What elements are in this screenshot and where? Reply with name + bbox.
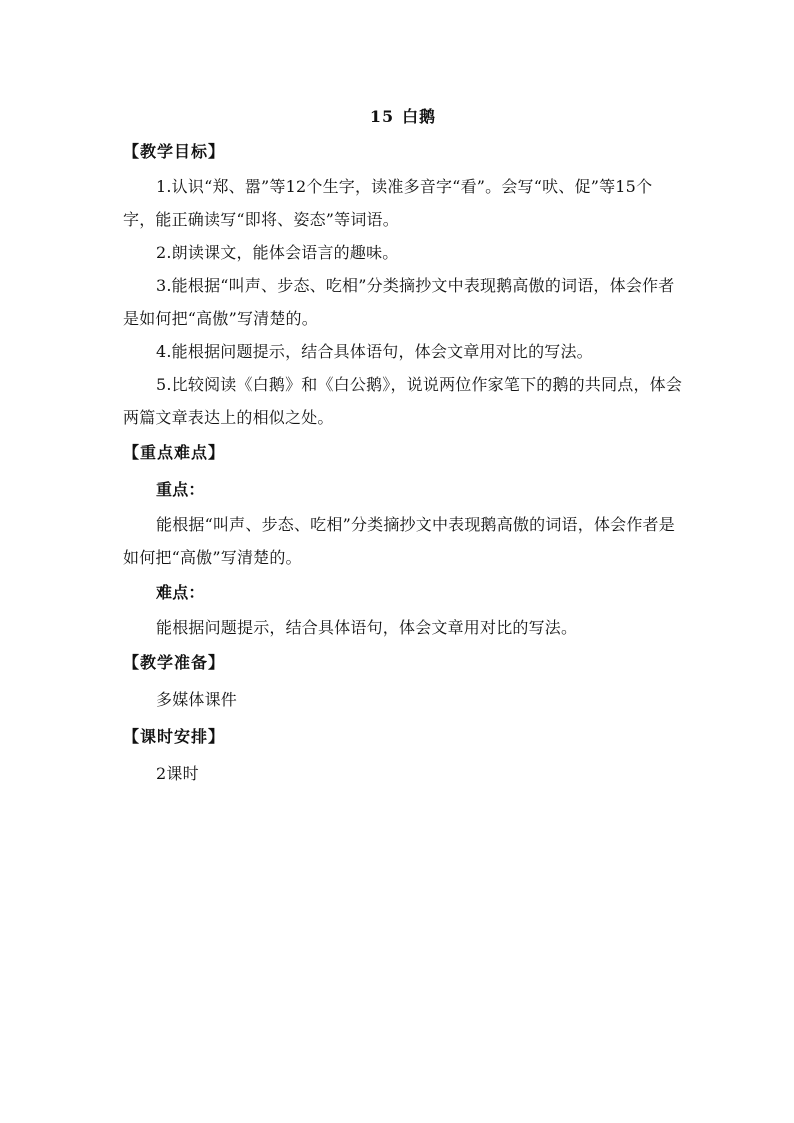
lesson-number: 15 [369, 107, 395, 126]
lesson-title: 白鹅 [402, 107, 437, 126]
goal-item-4: 4.能根据问题提示，结合具体语句，体会文章用对比的写法。 [156, 342, 593, 361]
section-heading-preparation: 【教学准备】 [123, 653, 226, 672]
section-heading-goals: 【教学目标】 [123, 142, 226, 161]
section-heading-schedule: 【课时安排】 [123, 727, 226, 746]
difficult-point-text: 能根据问题提示，结合具体语句，体会文章用对比的写法。 [156, 618, 578, 637]
page-title [123, 100, 683, 133]
key-point-label: 重点： [156, 480, 205, 499]
goal-item-2: 2.朗读课文，能体会语言的趣味。 [156, 243, 399, 262]
section-heading-key-points: 【重点难点】 [123, 443, 226, 462]
key-point-text: 能根据“叫声、步态、吃相”分类摘抄文中表现鹅高傲的词语，体会作者是如何把“高傲”写清楚的。 [123, 515, 675, 567]
difficult-point-label: 难点： [156, 583, 205, 602]
document-content [123, 100, 683, 792]
preparation-text: 多媒体课件 [156, 690, 238, 709]
goal-item-1: 1.认识“郑、嚣”等12个生字，读准多音字“看”。会写“吠、促”等15个字，能正确读写“即将、姿态”等词语。 [123, 177, 653, 229]
goal-item-5: 5.比较阅读《白鹅》和《白公鹅》，说说两位作家笔下的鹅的共同点，体会两篇文章表达上的相似之处。 [123, 375, 683, 427]
schedule-text: 2课时 [156, 764, 199, 783]
goal-item-3: 3.能根据“叫声、步态、吃相”分类摘抄文中表现鹅高傲的词语，体会作者是如何把“高傲”写清楚的。 [123, 276, 675, 328]
